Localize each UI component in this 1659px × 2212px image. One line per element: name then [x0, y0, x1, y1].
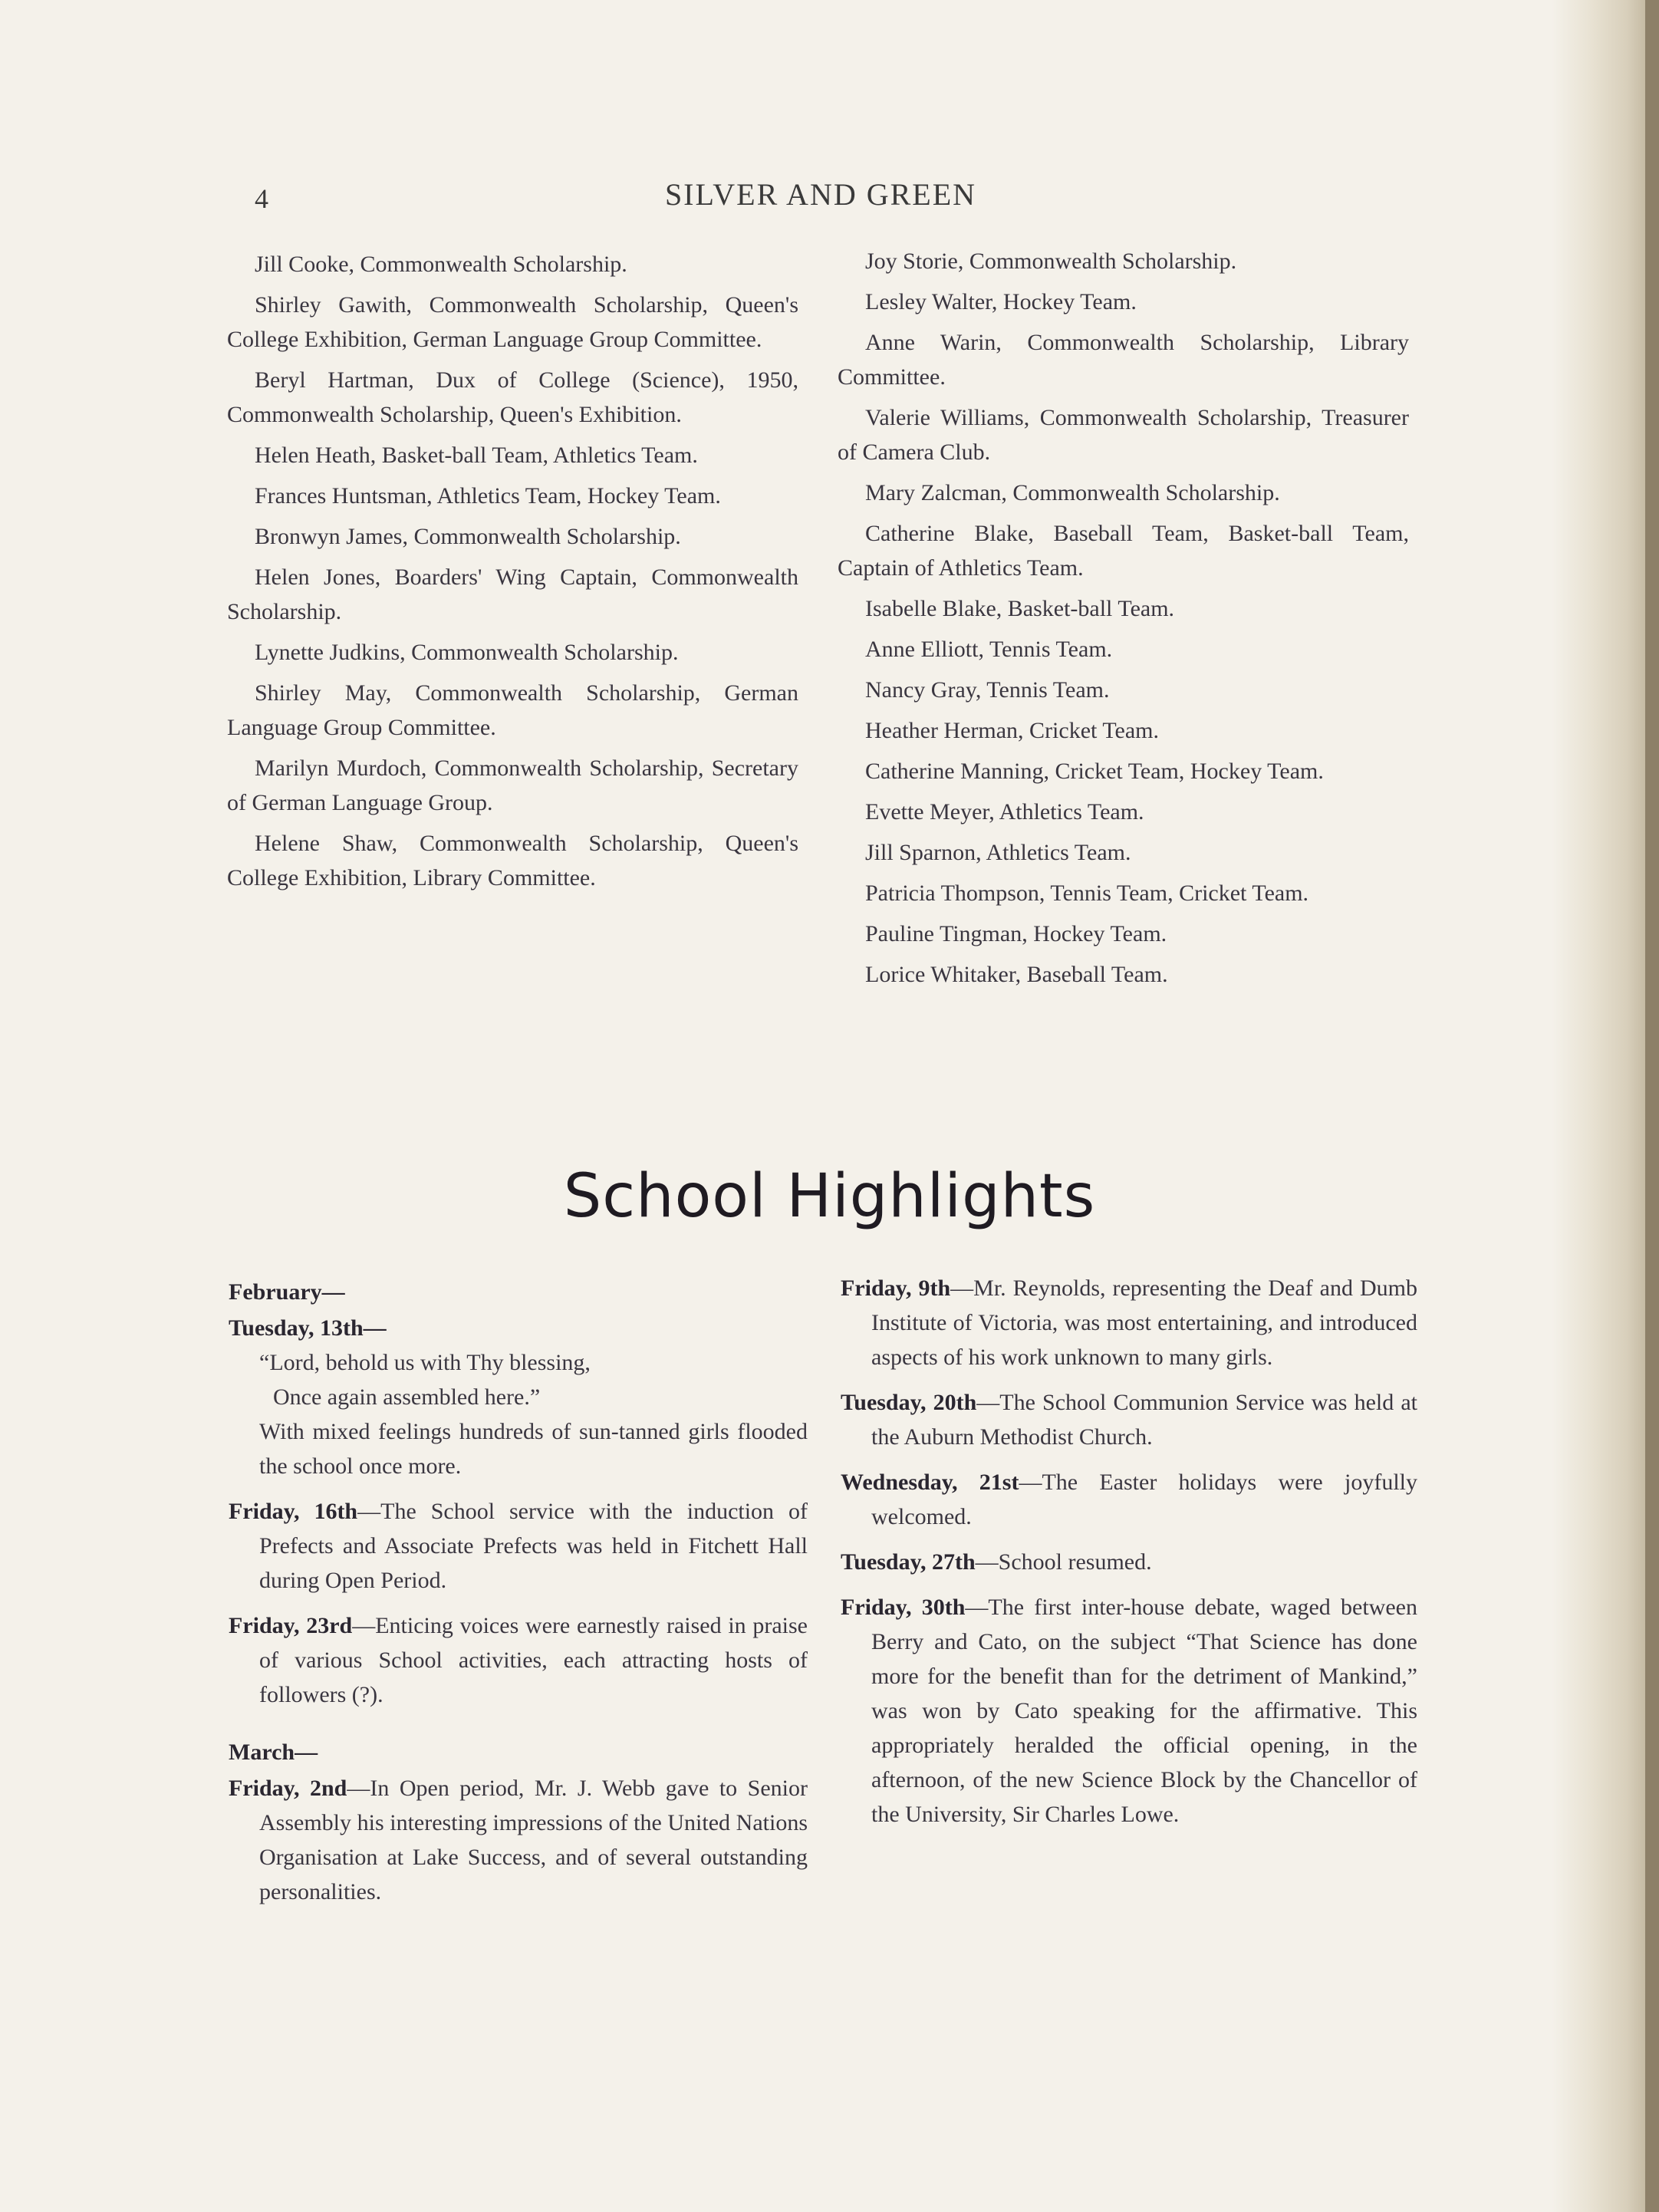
event-entry [841, 1385, 1417, 1454]
list-item: Lesley Walter, Hockey Team. [865, 289, 1137, 314]
event-text: —The School service with the induction of Prefects and Associate Prefects was held in Fitchett Hall during Open Period. [259, 1499, 808, 1593]
page-binding-edge [1645, 0, 1659, 2212]
right-list-column [838, 244, 1409, 998]
list-item: Isabelle Blake, Basket-ball Team. [865, 596, 1175, 621]
list-item: Nancy Gray, Tennis Team. [865, 677, 1110, 703]
page-edge-shadow [1552, 0, 1659, 2212]
list-item: Evette Meyer, Athletics Team. [865, 799, 1144, 825]
list-item: Lorice Whitaker, Baseball Team. [865, 962, 1168, 987]
event-date: Tuesday, 20th [841, 1390, 977, 1415]
section-title: School Highlights [563, 1162, 1096, 1231]
event-date: Friday, 2nd [229, 1776, 347, 1801]
page-number: 4 [255, 183, 268, 214]
event-date: Friday, 23rd [229, 1613, 353, 1638]
list-item: Frances Huntsman, Athletics Team, Hockey Team. [255, 483, 721, 509]
event-entry [841, 1465, 1417, 1534]
list-item: Joy Storie, Commonwealth Scholarship. [865, 249, 1237, 274]
list-item: Marilyn Murdoch, Commonwealth Scholarship, Secretary of German Language Group. [227, 755, 798, 815]
event-date: Friday, 9th [841, 1276, 951, 1301]
list-item: Anne Elliott, Tennis Team. [865, 637, 1113, 662]
event-entry [841, 1590, 1417, 1832]
list-item: Helen Heath, Basket-ball Team, Athletics Team. [255, 443, 698, 468]
list-item: Catherine Blake, Baseball Team, Basket-ball Team, Captain of Athletics Team. [838, 521, 1409, 581]
list-item: Jill Cooke, Commonwealth Scholarship. [255, 252, 627, 277]
list-item: Helen Jones, Boarders' Wing Captain, Commonwealth Scholarship. [227, 565, 798, 624]
event-text: —School resumed. [975, 1549, 1152, 1575]
event-text: —The first inter-house debate, waged between Berry and Cato, on the subject “That Science has done more for the benefit than for the detriment of Mankind,” was won by Cato speaking for the affirmative. This appropriately heralded the official opening, in the afternoon, of the new Science Block by the Chancellor of the University, Sir Charles Lowe. [871, 1595, 1417, 1827]
event-entry [841, 1545, 1417, 1579]
list-item: Beryl Hartman, Dux of College (Science), 1950, Commonwealth Scholarship, Queen's Exhibition. [227, 367, 798, 427]
list-item: Valerie Williams, Commonwealth Scholarship, Treasurer of Camera Club. [838, 405, 1409, 465]
list-item: Helene Shaw, Commonwealth Scholarship, Queen's College Exhibition, Library Committee. [227, 831, 798, 890]
month-heading-march: March— [229, 1740, 318, 1765]
highlights-right-column [841, 1271, 1417, 1842]
event-text: With mixed feelings hundreds of sun-tanned girls flooded the school once more. [259, 1419, 808, 1479]
event-date: Friday, 30th [841, 1595, 966, 1620]
list-item: Bronwyn James, Commonwealth Scholarship. [255, 524, 681, 549]
list-item: Anne Warin, Commonwealth Scholarship, Library Committee. [838, 330, 1409, 390]
event-entry [841, 1271, 1417, 1374]
list-item: Lynette Judkins, Commonwealth Scholarship. [255, 640, 679, 665]
quote-line: “Lord, behold us with Thy blessing, [259, 1350, 591, 1375]
event-entry [229, 1608, 808, 1712]
page-header [222, 176, 1419, 222]
list-item: Patricia Thompson, Tennis Team, Cricket Team. [865, 881, 1309, 906]
event-text: —Mr. Reynolds, representing the Deaf and Dumb Institute of Victoria, was most entertaining, and introduced aspects of his work unknown to many girls. [871, 1276, 1417, 1370]
list-item: Shirley Gawith, Commonwealth Scholarship, Queen's College Exhibition, German Language Group Committee. [227, 292, 798, 352]
list-item: Jill Sparnon, Athletics Team. [865, 840, 1131, 865]
event-date: Tuesday, 27th [841, 1549, 976, 1575]
quote-line: Once again assembled here.” [273, 1384, 541, 1410]
event-text: —In Open period, Mr. J. Webb gave to Senior Assembly his interesting impressions of the United Nations Organisation at Lake Success, and of several outstanding personalities. [259, 1776, 808, 1904]
running-title: SILVER AND GREEN [664, 177, 977, 212]
event-date: Wednesday, 21st [841, 1470, 1019, 1495]
event-entry [229, 1771, 808, 1909]
event-date: Tuesday, 13th— [229, 1315, 387, 1341]
list-item: Catherine Manning, Cricket Team, Hockey Team. [865, 759, 1324, 784]
list-item: Shirley May, Commonwealth Scholarship, German Language Group Committee. [227, 680, 798, 740]
list-item: Heather Herman, Cricket Team. [865, 718, 1160, 743]
event-text: —The Easter holidays were joyfully welcomed. [871, 1470, 1417, 1529]
list-item: Pauline Tingman, Hockey Team. [865, 921, 1167, 946]
event-text: —Enticing voices were earnestly raised in praise of various School activities, each attracting hosts of followers (?). [259, 1613, 808, 1707]
event-entry [229, 1494, 808, 1598]
left-list-column [227, 247, 798, 901]
month-heading-february: February— [229, 1279, 345, 1305]
highlights-left-column [229, 1275, 808, 1920]
event-date: Friday, 16th [229, 1499, 358, 1524]
event-text: —The School Communion Service was held at the Auburn Methodist Church. [871, 1390, 1418, 1450]
list-item: Mary Zalcman, Commonwealth Scholarship. [865, 480, 1280, 505]
